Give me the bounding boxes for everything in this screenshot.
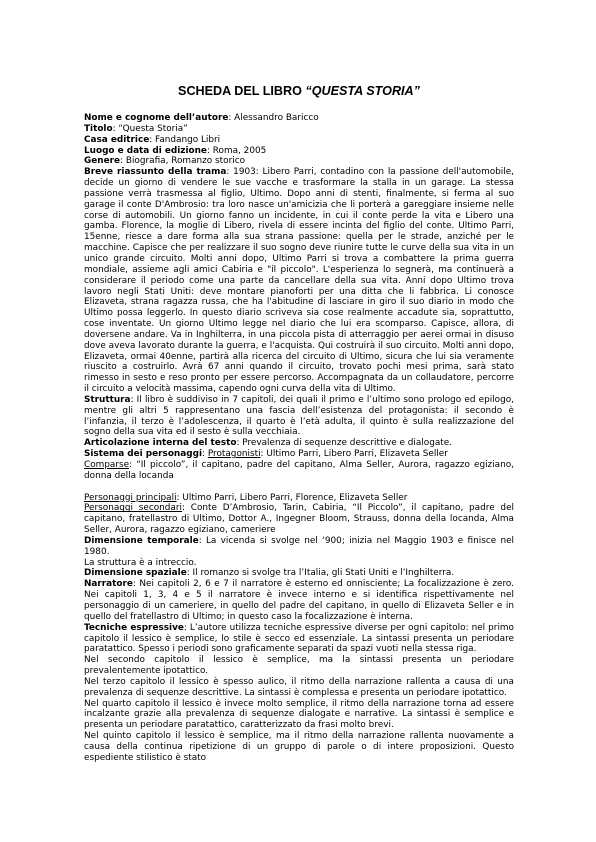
field-struttura [84, 395, 514, 438]
value-protagonisti: : Ultimo Parri, Libero Parri, Elizaveta Seller [260, 449, 448, 460]
field-narratore [84, 579, 514, 622]
value-secondari: : Conte D’Ambrosio, Tarin, Cabiria, “Il Piccolo”, il capitano, padre del capitano, fratellastro di Ultimo, Dottor A., Ingegner Bloom, Strauss, donna della locanda, Alma Seller, Aurora, ragazzo egiziano, cameriere [84, 503, 514, 536]
label-titolo: Titolo [84, 123, 113, 134]
value-genere: : Biografia, Romanzo storico [120, 156, 246, 167]
label-tecniche: Tecniche espressive [84, 622, 184, 633]
paragraph-terzo-capitolo: Nel terzo capitolo il lessico è spesso aulico, il ritmo della narrazione rallenta a causa di una prevalenza di sequenze descrittive. La sintassi è complessa e presenta un periodare ipotattico. [84, 676, 514, 698]
label-struttura: Struttura [84, 394, 131, 405]
title-book: “QUESTA STORIA” [305, 84, 420, 98]
field-articolazione [84, 438, 514, 449]
label-luogo: Luogo e data di edizione [84, 145, 207, 156]
page-title [84, 84, 514, 98]
field-editrice [84, 135, 514, 146]
field-secondari [84, 503, 514, 536]
field-autore [84, 113, 514, 124]
value-editrice: : Fandango Libri [149, 134, 221, 145]
label-secondari: Personaggi secondari [84, 503, 182, 514]
label-narratore: Narratore [84, 579, 133, 590]
value-spaziale: : Il romanzo si svolge tra l’Italia, gli Stati Uniti e l’Inghilterra. [186, 568, 455, 579]
paragraph-secondo-capitolo: Nel secondo capitolo il lessico è semplice, ma la sintassi presenta un periodare prevalentemente ipotattico. [84, 655, 514, 677]
label-protagonisti: Protagonisti [207, 449, 261, 460]
value-tecniche: : L’autore utilizza tecniche espressive diverse per ogni capitolo: nel primo capitolo il lessico è semplice, lo stile è secco ed essenziale. La sintassi presenta un periodare paratattico. Spesso i periodi sono graficamente separati da spazi vuoti nella stessa riga. [84, 622, 514, 655]
value-principali: : Ultimo Parri, Libero Parri, Florence, Elizaveta Seller [176, 492, 408, 503]
label-principali: Personaggi principali [84, 492, 177, 503]
value-titolo: : “Questa Storia” [112, 123, 188, 134]
label-spaziale: Dimensione spaziale [84, 568, 187, 579]
field-riassunto [84, 167, 514, 395]
paragraph-quinto-capitolo: Nel quinto capitolo il lessico è semplice, ma il ritmo della narrazione rallenta nuovamente a causa della continua ripetizione di un gruppo di parole o di intere proposizioni. Questo espediente stilistico è stato [84, 731, 514, 763]
value-riassunto: : 1903: Libero Parri, contadino con la passione dell'automobile, decide un giorno di vendere le sue vacche e trasformare la stalla in un garage. La stessa passione verrà trasmessa al figlio, Ultimo. Dopo anni di stenti, finalmente, si ferma al suo garage il conte D'Ambrosio: tra loro nasce un'amicizia che li porterà a gareggiare insieme nelle corse di automobili. Un giorno fanno un incidente, in cui il conte perde la vita e Libero una gamba. Florence, la moglie di Libero, rivela di essere incinta del figlio del conte. Ultimo Parri, 15enne, riesce a dare forma alla sua strana passione: quella per le strade, anziché per le macchine. Capisce che per realizzare il suo sogno deve riunire tutte le curve della sua vita in un unico grande circuito. Molti anni dopo, Ultimo Parri si trova a combattere la prima guerra mondiale, assieme agli amici Cabiria e "il piccolo". L'esperienza lo segnerà, ma continuerà a considerare il periodo come una parte da cancellare della sua vita. Anni dopo Ultimo trova lavoro negli Stati Uniti: deve montare pianoforti per una ditta che li fabbrica. Li conosce Elizaveta, strana ragazza russa, che ha l'abitudine di lasciare in giro il suo diario in modo che Ultimo possa leggerlo. In questo diario scriveva sia cose realmente accadute sia, soprattutto, cose inventate. Un giorno Ultimo legge nel diario che lui era scomparso. Capisce, allora, di doversene andare. Va in Inghilterra, in una piccola pista di atterraggio per aerei ormai in disuso dove aveva lavorato durante la guerra, e l'acquista. Qui costruirà il suo circuito. Molti anni dopo, Elizaveta, ormai 40enne, partirà alla ricerca del circuito di Ultimo, sicura che lui sia veramente riuscito a costruirlo. Avrà 67 anni quando il circuito, trovato pochi mesi prima, sarà stato rimesso in sesto e reso pronto per essere percorso. Accompagnata da un collaudatore, percorre il circuito a velocità massima, capendo ogni curva della vita di Ultimo. [84, 167, 514, 395]
field-temporale-extra: La struttura è a intreccio. [84, 557, 197, 568]
value-luogo: : Roma, 2005 [206, 145, 267, 156]
value-comparse: : “Il piccolo”, il capitano, padre del capitano, Alma Seller, Aurora, ragazzo egiziano, donna della locanda [84, 460, 514, 481]
label-articolazione: Articolazione interna del testo [84, 438, 237, 449]
value-temporale: : La vicenda si svolge nel ‘900; inizia nel Maggio 1903 e finisce nel 1980. [84, 535, 514, 557]
label-comparse: Comparse [84, 460, 130, 470]
value-struttura: : Il libro è suddiviso in 7 capitoli, dei quali il primo e l’ultimo sono prologo ed epilogo, mentre gli altri 5 rappresentano una fascia dell’esistenza del protagonista: il secondo è l’infanzia, il terzo è l’adolescenza, il quarto è l’età adulta, il quinto è sulla realizzazione del sogno della sua vita ed il sesto è sulla vecchiaia. [84, 394, 514, 438]
label-temporale: Dimensione temporale [84, 535, 199, 546]
label-editrice: Casa editrice [84, 134, 150, 145]
paragraph-quarto-capitolo: Nel quarto capitolo il lessico è invece molto semplice, il ritmo della narrazione torna ad essere incalzante grazie alla prevalenza di sequenze dialogate e narrative. La sintassi è semplice e presenta un periodare paratattico, caratterizzato da frasi molto brevi. [84, 698, 514, 731]
value-articolazione: : Prevalenza di sequenze descrittive e dialogate. [236, 438, 453, 449]
blank-line [84, 482, 514, 493]
value-narratore: : Nei capitoli 2, 6 e 7 il narratore è esterno ed onnisciente; La focalizzazione è zero. Nei capitoli 1, 3, 4 e 5 il narratore è invece interno e si identifica rispettivamente nel personaggio di un cameriere, in quello del padre del capitano, in quello di Elizaveta Seller e in quello del fratellastro di Ultimo; in questo caso la focalizzazione è interna. [84, 579, 514, 622]
field-luogo [84, 146, 514, 157]
field-genere [84, 156, 514, 167]
field-personaggi: Sistema dei personaggi: Protagonisti: Ultimo Parri, Libero Parri, Elizaveta Seller [84, 449, 448, 460]
title-prefix: SCHEDA DEL LIBRO [178, 84, 306, 98]
value-autore: : Alessandro Baricco [228, 113, 319, 123]
field-comparse [84, 460, 514, 482]
field-tecniche [84, 623, 514, 656]
label-autore: Nome e cognome dell’autore [84, 113, 229, 123]
field-titolo [84, 124, 514, 135]
field-principali [84, 493, 514, 504]
document-body [84, 113, 514, 764]
field-temporale [84, 536, 514, 558]
field-spaziale [84, 568, 514, 579]
label-personaggi: Sistema dei personaggi [84, 449, 202, 460]
label-genere: Genere [84, 156, 121, 167]
label-riassunto: Breve riassunto della trama [84, 167, 227, 178]
